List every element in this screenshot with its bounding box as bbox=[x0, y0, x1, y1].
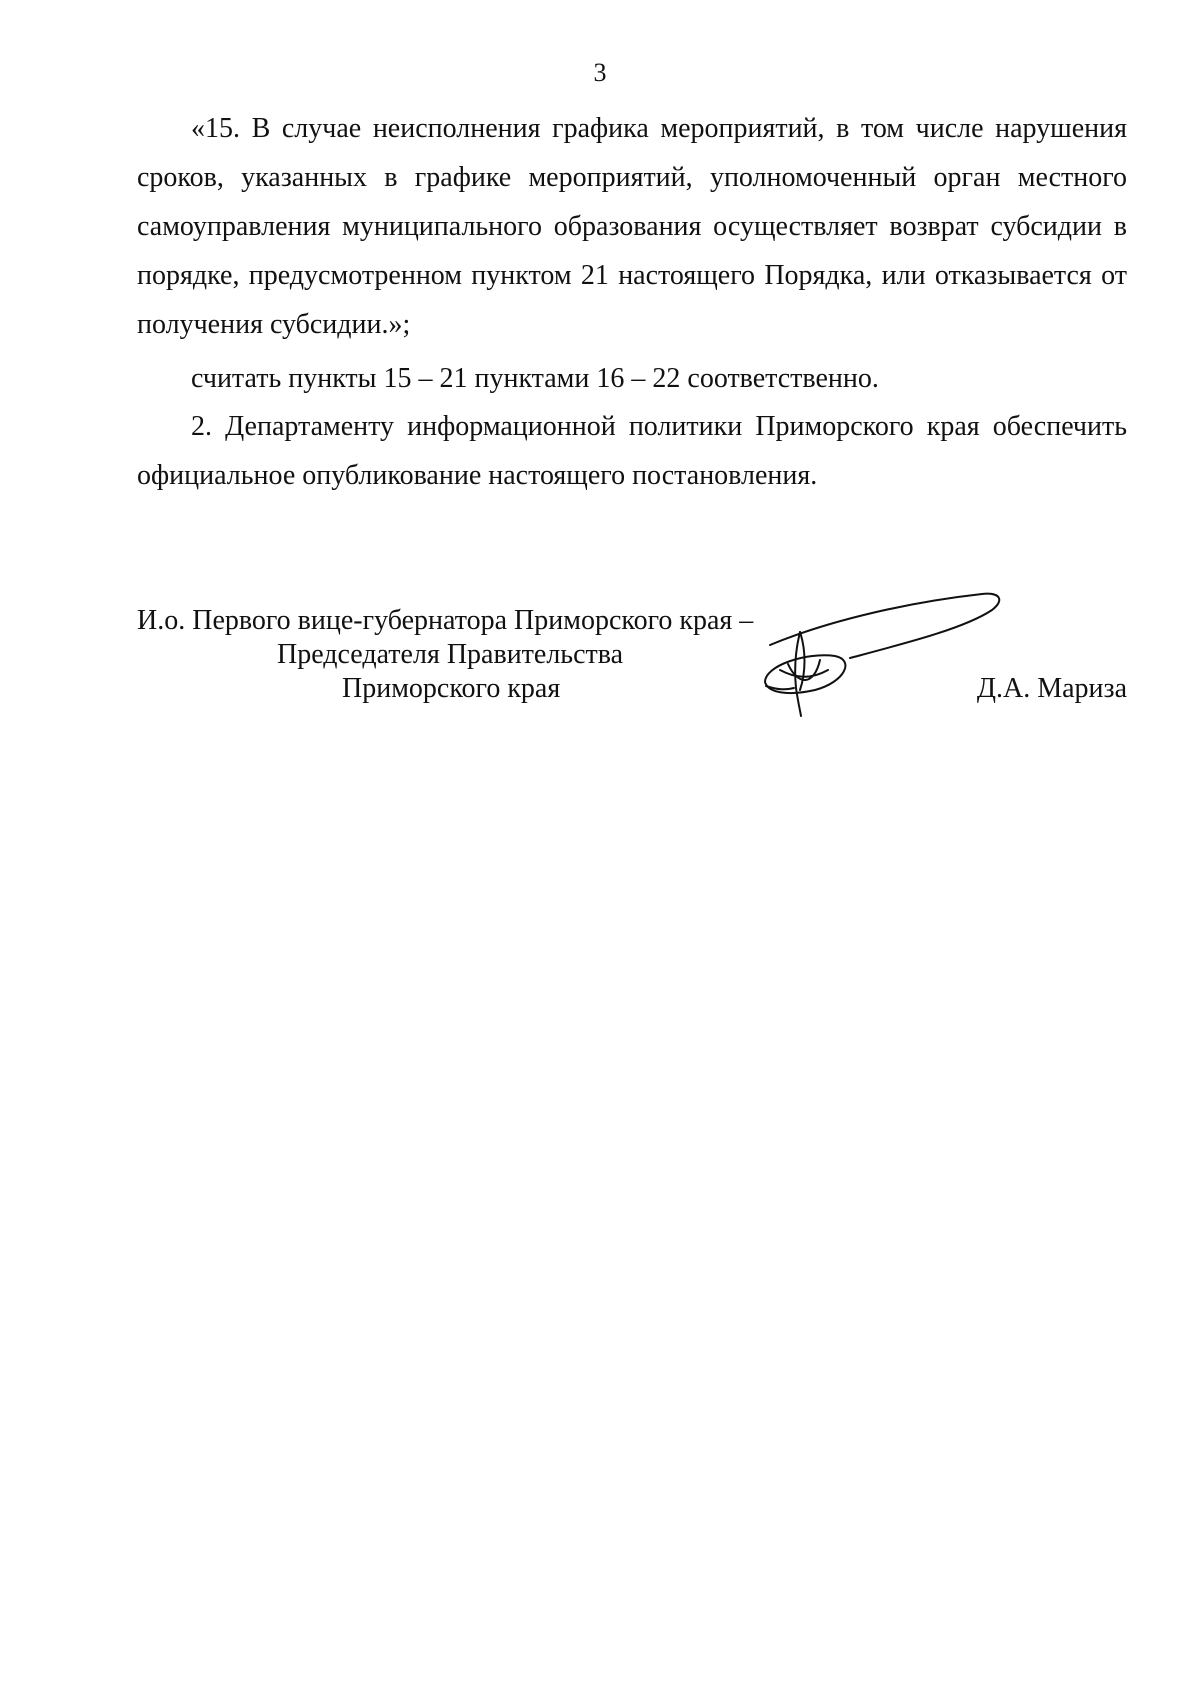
position-line-1: И.о. Первого вице-губернатора Приморского края – bbox=[137, 605, 754, 636]
signatory-position bbox=[137, 604, 753, 706]
page-number: 3 bbox=[593, 58, 607, 87]
paragraph-renumbering: считать пункты 15 – 21 пунктами 16 – 22 соответственно. bbox=[191, 363, 879, 394]
position-line-3: Приморского края bbox=[342, 673, 561, 704]
handwritten-signature bbox=[760, 590, 1010, 720]
paragraph-clause-15: «15. В случае неисполнения графика мероприятий, в том числе нарушения сроков, указанных в графике мероприятий, уполномоченный орган местного самоуправления муниципального образования осуществляет возврат субсидии в порядке, предусмотренном пунктом 21 настоящего Порядка, или отказывается от получения субсидии.»; bbox=[137, 113, 1127, 340]
signatory-name: Д.А. Мариза bbox=[976, 673, 1127, 704]
position-line-2: Председателя Правительства bbox=[277, 639, 624, 670]
paragraph-publication: 2. Департаменту информационной политики Приморского края обеспечить официальное опубликование настоящего постановления. bbox=[137, 411, 1127, 491]
